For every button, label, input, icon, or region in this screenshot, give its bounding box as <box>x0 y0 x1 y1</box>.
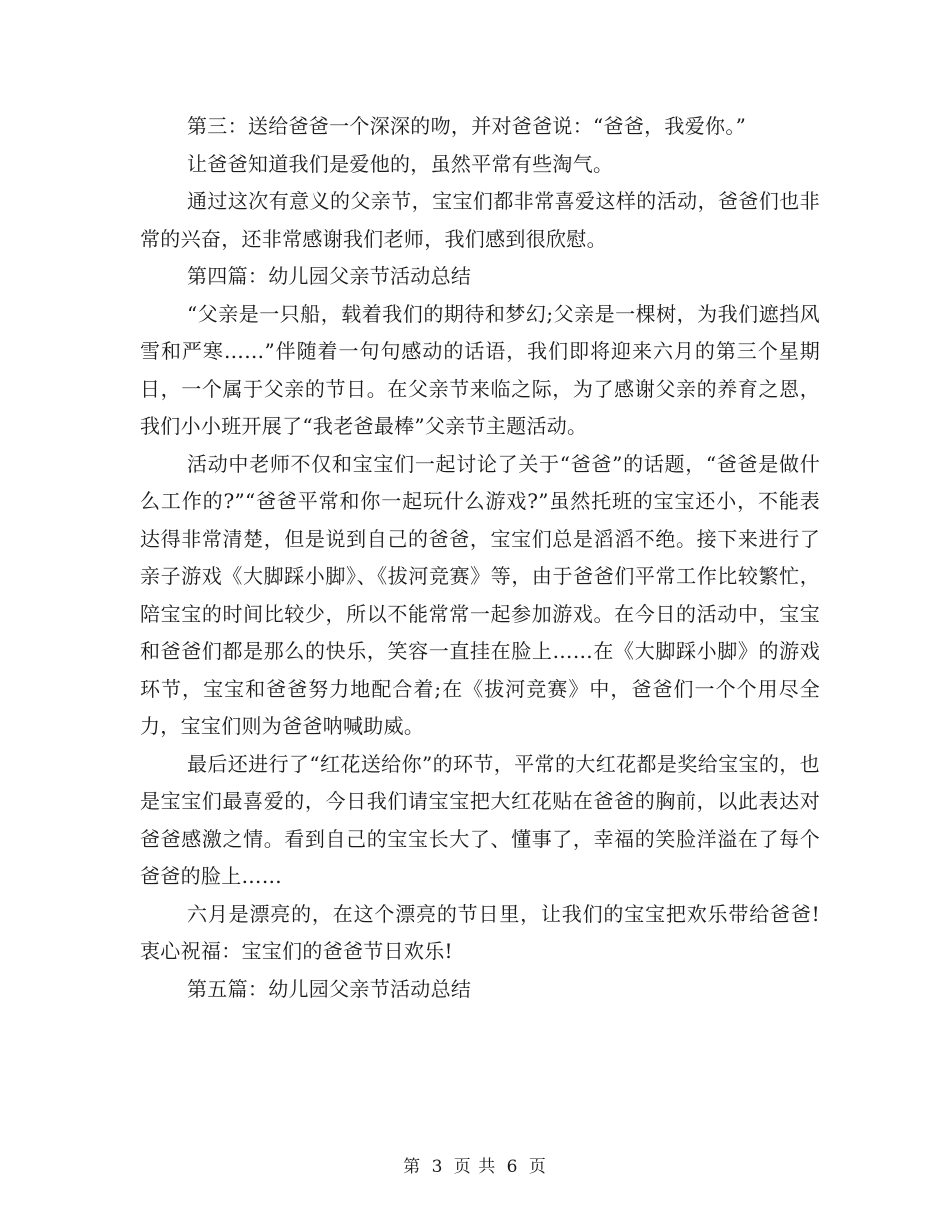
page-label-suffix: 页 <box>528 1157 547 1177</box>
paragraph: 六月是漂亮的，在这个漂亮的节日里，让我们的宝宝把欢乐带给爸爸!衷心祝福：宝宝们的爸爸节日欢乐! <box>140 901 820 963</box>
paragraph: 最后还进行了“红花送给你”的环节，平常的大红花都是奖给宝宝的，也是宝宝们最喜爱的，今日我们请宝宝把大红花贴在爸爸的胸前，以此表达对爸爸感激之情。看到自己的宝宝长大了、懂事了，幸福的笑脸洋溢在了每个爸爸的脸上…… <box>140 751 820 888</box>
current-page-number: 3 <box>431 1157 444 1177</box>
section-heading: 第五篇：幼儿园父亲节活动总结 <box>187 976 472 1001</box>
paragraph: 活动中老师不仅和宝宝们一起讨论了关于“爸爸”的话题，“爸爸是做什么工作的?”“爸爸平常和你一起玩什么游戏?”虽然托班的宝宝还小，不能表达得非常清楚，但是说到自己的爸爸，宝宝们总是滔滔不绝。接下来进行了亲子游戏《大脚踩小脚》、《拔河竞赛》等，由于爸爸们平常工作比较繁忙，陪宝宝的时间比较少，所以不能常常一起参加游戏。在今日的活动中，宝宝和爸爸们都是那么的快乐，笑容一直挂在脸上……在《大脚踩小脚》的游戏环节，宝宝和爸爸努力地配合着;在《拔河竞赛》中，爸爸们一个个用尽全力，宝宝们则为爸爸呐喊助威。 <box>140 451 820 738</box>
paragraph: 让爸爸知道我们是爱他的，虽然平常有些淘气。 <box>187 151 614 176</box>
section-heading: 第四篇：幼儿园父亲节活动总结 <box>187 264 472 288</box>
paragraph: “父亲是一只船，载着我们的期待和梦幻;父亲是一棵树，为我们遮挡风雪和严寒……”伴随着一句句感动的话语，我们即将迎来六月的第三个星期日，一个属于父亲的节日。在父亲节来临之际，为了感谢父亲的养育之恩，我们小小班开展了“我老爸最棒”父亲节主题活动。 <box>140 301 820 438</box>
page-label-prefix: 第 <box>403 1157 422 1177</box>
paragraph: 通过这次有意义的父亲节，宝宝们都非常喜爱这样的活动，爸爸们也非常的兴奋，还非常感谢我们老师，我们感到很欣慰。 <box>140 189 820 251</box>
total-page-number: 6 <box>506 1157 519 1177</box>
document-body <box>140 108 820 1008</box>
paragraph: 第三：送给爸爸一个深深的吻，并对爸爸说：“爸爸，我爱你。” <box>187 114 747 138</box>
page-label-mid: 页 共 <box>453 1157 497 1177</box>
page-footer <box>0 1152 950 1177</box>
